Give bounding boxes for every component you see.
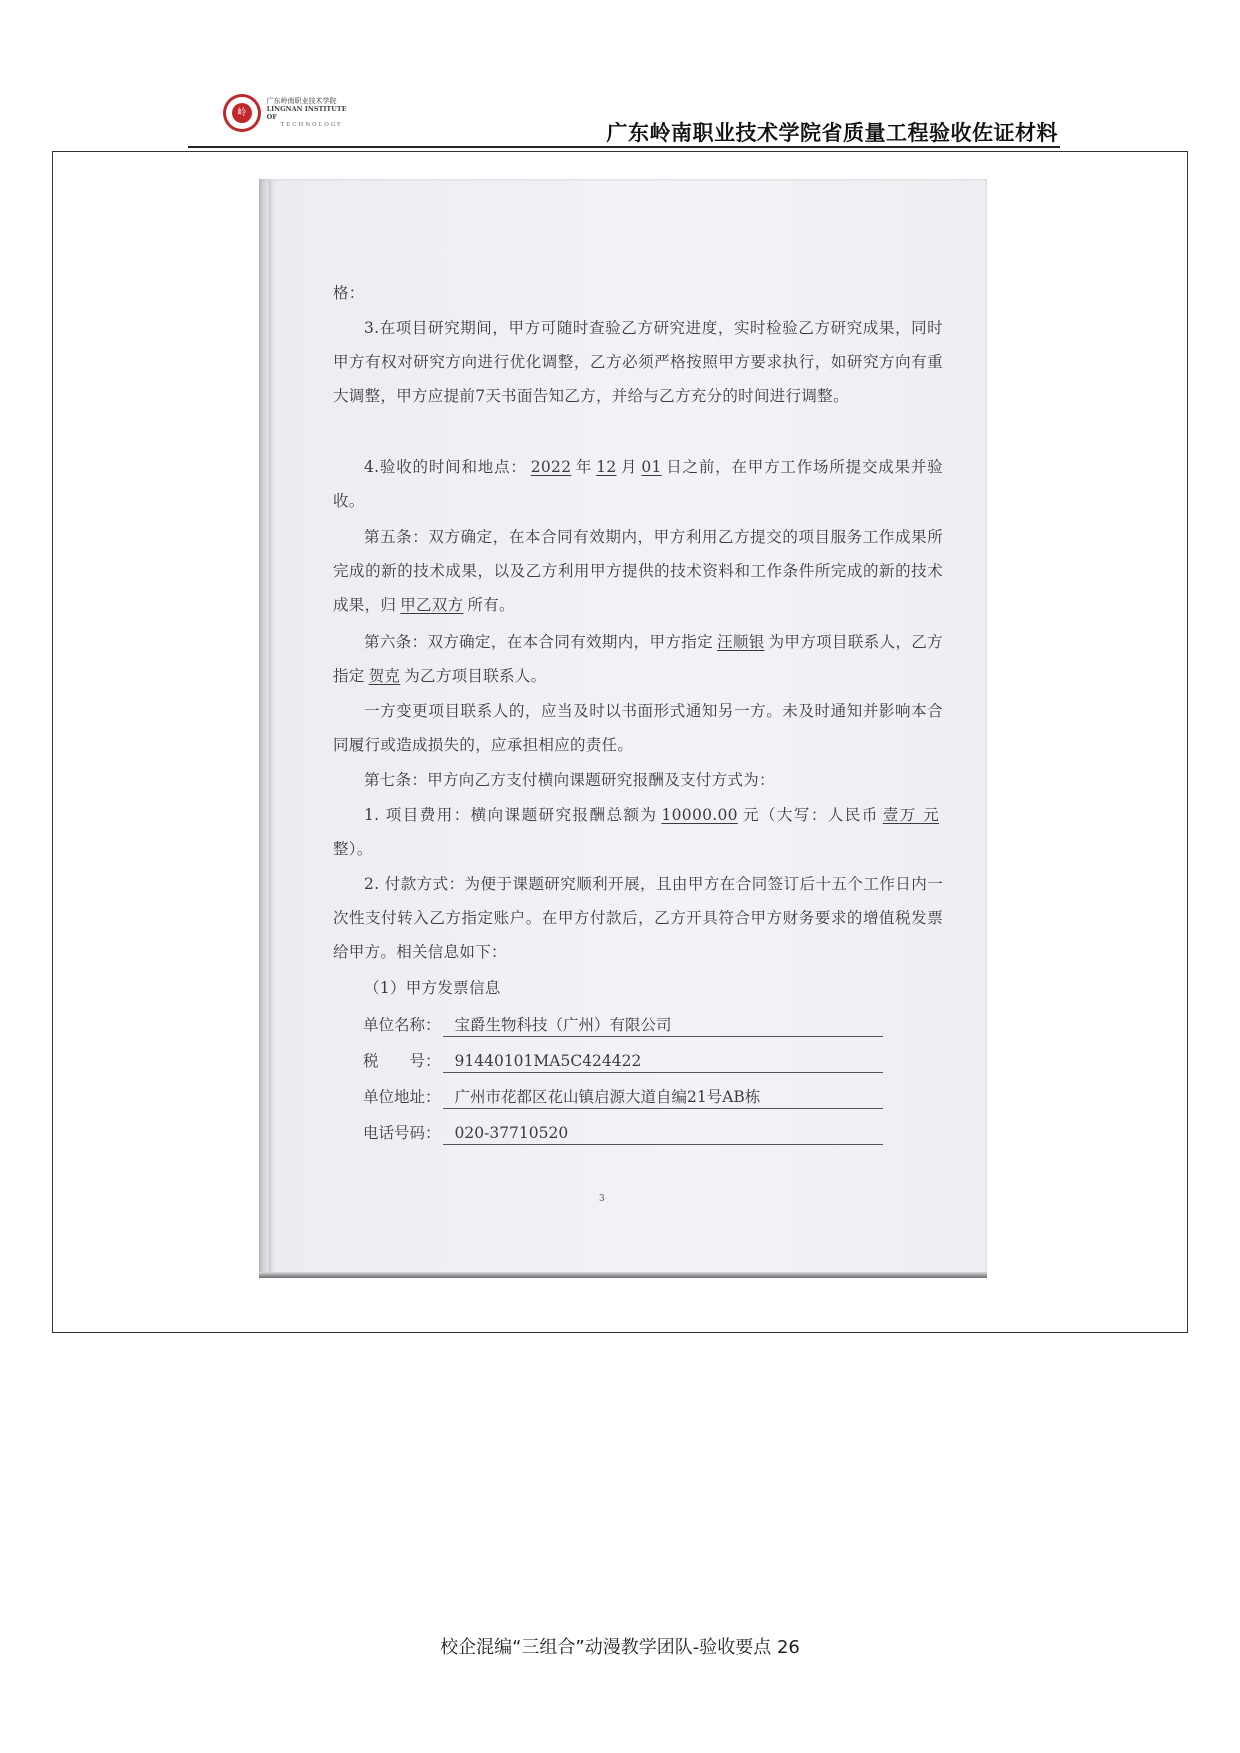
party-b-contact: 贺克 — [368, 667, 401, 685]
invoice-field-address — [363, 1085, 883, 1119]
contract-page-photo — [259, 179, 987, 1278]
invoice-field-company — [363, 1013, 883, 1047]
p5-text-c: 为乙方项目联系人。 — [404, 667, 547, 685]
paragraph-2: 3.在项目研究期间，甲方可随时查验乙方研究进度，实时检验乙方研究成果，同时甲方有权对研究方向进行优化调整，乙方必须严格按照甲方要求执行，如研究方向有重大调整，甲方应提前7天书面告知乙方，并给与乙方充分的时间进行调整。 — [333, 319, 943, 405]
paragraph-8 — [333, 798, 943, 866]
header-divider — [188, 146, 1060, 148]
seal-icon: 岭 — [223, 94, 261, 132]
p8-text-a: 1. 项目费用：横向课题研究报酬总额为 — [364, 806, 658, 824]
institute-logo — [223, 92, 358, 134]
invoice-field-tax-id — [363, 1049, 883, 1083]
invoice-field-phone — [363, 1121, 883, 1155]
p4-text-a: 第五条：双方确定，在本合同有效期内，甲方利用乙方提交的项目服务工作成果所完成的新的技术成果，以及乙方利用甲方提供的技术资料和工作条件所完成的新的技术成果，归 — [333, 528, 943, 614]
header-title: 广东岭南职业技术学院省质量工程验收佐证材料 — [606, 121, 1058, 145]
acceptance-month: 12 — [596, 458, 617, 476]
invoice-value: 91440101MA5C424422 — [443, 1050, 883, 1073]
fee-amount-chinese: 壹万 元 — [882, 806, 939, 824]
acceptance-year: 2022 — [530, 458, 572, 476]
p8-text-b: 元（大写：人民币 — [741, 806, 879, 824]
logo-en-name-2: TECHNOLOGY — [280, 122, 343, 128]
paragraph-3 — [333, 450, 943, 518]
logo-en-name: LINGNAN INSTITUTE OF — [266, 105, 347, 121]
invoice-label: 电话号码： — [363, 1124, 441, 1142]
inner-page-number: 3 — [599, 1194, 605, 1204]
fee-amount: 10000.00 — [661, 806, 738, 824]
invoice-value: 宝爵生物科技（广州）有限公司 — [443, 1014, 883, 1037]
paragraph-6: 一方变更项目联系人的，应当及时以书面形式通知另一方。未及时通知并影响本合同履行或造成损失的，应承担相应的责任。 — [333, 702, 943, 754]
paragraph-1: 格： — [333, 284, 365, 302]
paragraph-9: 2. 付款方式：为便于课题研究顺利开展，且由甲方在合同签订后十五个工作日内一次性支付转入乙方指定账户。在甲方付款后，乙方开具符合甲方财务要求的增值税发票给甲方。相关信息如下： — [333, 875, 943, 961]
party-a-contact: 汪顺银 — [716, 633, 765, 651]
page-footer: 校企混编“三组合”动漫教学团队-验收要点 26 — [440, 1637, 800, 1658]
p3-text-d: 日之前，在甲方工作场所提交成果并验收。 — [333, 458, 943, 510]
paragraph-7: 第七条：甲方向乙方支付横向课题研究报酬及支付方式为： — [364, 771, 775, 789]
p3-text-a: 4.验收的时间和地点： — [364, 458, 527, 476]
p3-text-c: 月 — [620, 458, 638, 476]
p5-text-b: 为甲方项目联系人，乙方指定 — [333, 633, 943, 685]
p3-text-b: 年 — [575, 458, 593, 476]
p5-text-a: 第六条：双方确定，在本合同有效期内，甲方指定 — [364, 633, 713, 651]
logo-text — [267, 97, 358, 129]
paragraph-10: （1）甲方发票信息 — [364, 979, 501, 997]
paragraph-4 — [333, 520, 943, 622]
invoice-label: 单位地址： — [363, 1088, 441, 1106]
invoice-label: 单位名称： — [363, 1016, 441, 1034]
invoice-value: 广州市花都区花山镇启源大道自编21号AB栋 — [443, 1086, 883, 1109]
p4-text-b: 所有。 — [467, 596, 515, 614]
ownership-party: 甲乙双方 — [400, 596, 464, 614]
paragraph-5 — [333, 625, 943, 693]
p8-text-c: 整）。 — [333, 840, 373, 858]
invoice-label: 税 号： — [363, 1052, 441, 1070]
logo-cn-name: 广东岭南职业技术学院 — [266, 97, 337, 105]
invoice-value: 020-37710520 — [443, 1122, 883, 1145]
acceptance-day: 01 — [641, 458, 662, 476]
